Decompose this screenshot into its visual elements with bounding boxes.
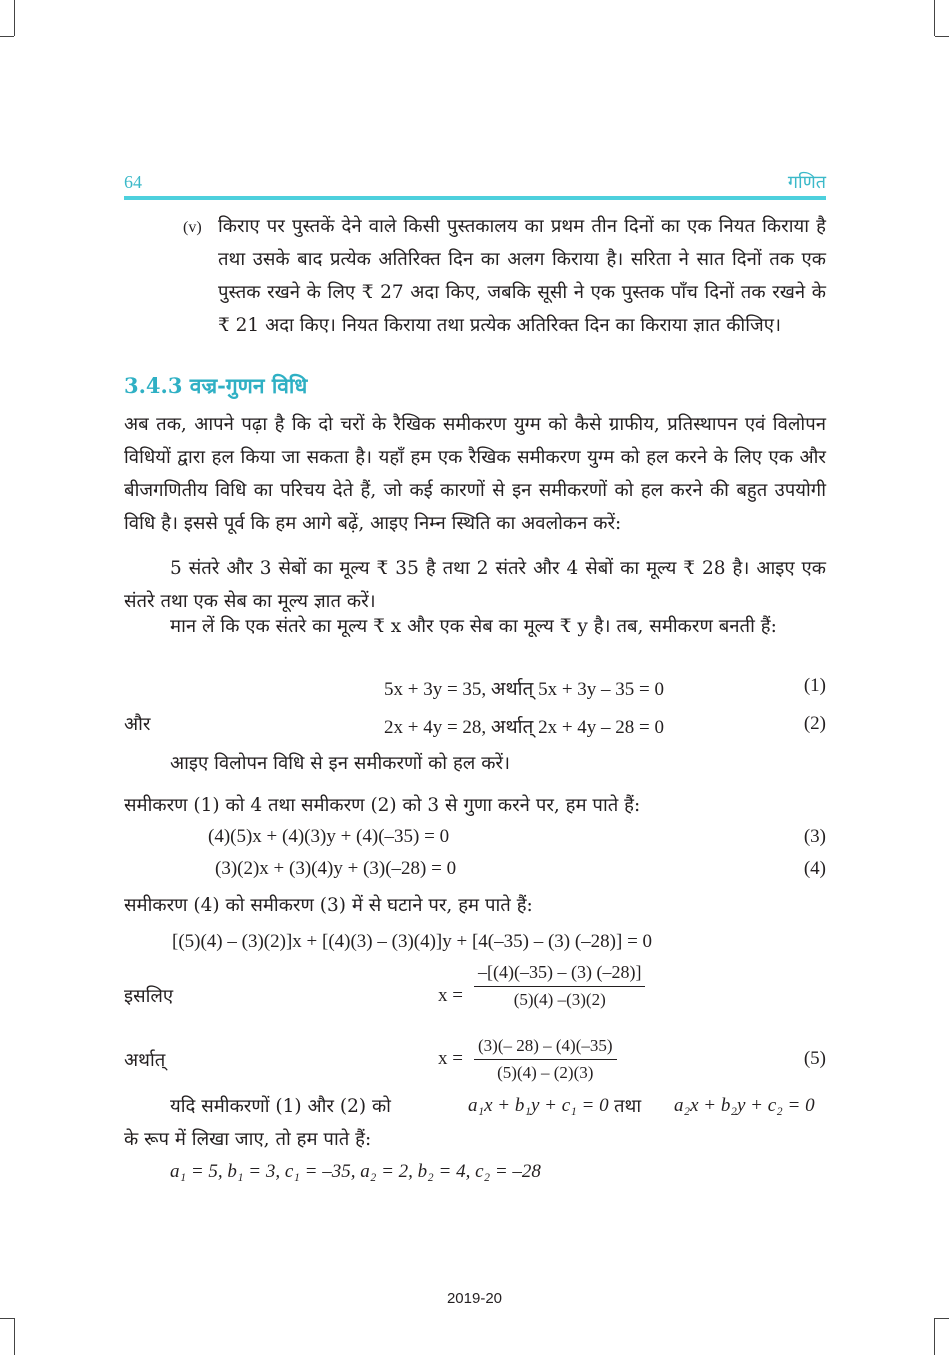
section-title: 3.4.3 वज्र-गुणन विधि (124, 373, 308, 398)
subtract-text: समीकरण (4) को समीकरण (3) में से घटाने पर, हम पाते हैं: (124, 895, 533, 916)
and-label: और (124, 714, 151, 735)
crop-mark-top-right (934, 0, 935, 36)
fraction-1-numerator: –[(4)(–35) – (3) (–28)] (474, 962, 645, 987)
general-text-b: के रूप में लिखा जाए, तो हम पाते हैं: (124, 1129, 372, 1150)
fraction-2 (474, 1036, 617, 1083)
fraction-1-denominator: (5)(4) –(3)(2) (513, 990, 606, 1009)
multiply-text: समीकरण (1) को 4 तथा समीकरण (2) को 3 से गुणा करने पर, हम पाते हैं: (124, 795, 641, 816)
intro-paragraph: अब तक, आपने पढ़ा है कि दो चरों के रैखिक समीकरण युग्म को कैसे ग्राफीय, प्रतिस्थापन एवं विलोपन विधियों द्वारा हल किया जा सकता है। यहाँ हम एक रैखिक समीकरण युग्म को हल करने के लिए एक और बीजगणितीय विधि का परिचय देते हैं, जो कई कारणों से इन समीकरणों को हल करने की बहुत उपयोगी विधि है। इससे पूर्व कि हम आगे बढ़ें, आइए निम्न स्थिति का अवलोकन करें: (124, 414, 826, 534)
fraction-2-numerator: (3)(– 28) – (4)(–35) (474, 1036, 617, 1060)
equation-2-number: (2) (803, 713, 826, 734)
equation-2: 2x + 4y = 28, अर्थात् 2x + 4y – 28 = 0 (384, 717, 665, 738)
fraction-2-denominator: (5)(4) – (2)(3) (497, 1063, 594, 1082)
crop-mark-top-left (14, 0, 15, 36)
therefore-label: इसलिए (124, 986, 174, 1007)
fraction-1 (474, 962, 645, 1010)
header-rule (124, 196, 826, 200)
equation-3: (4)(5)x + (4)(3)y + (4)(–35) = 0 (208, 826, 450, 847)
equation-3-number: (3) (803, 826, 826, 847)
solve-text: आइए विलोपन विधि से इन समीकरणों को हल करें। (170, 753, 511, 774)
ie-label: अर्थात् (124, 1050, 166, 1071)
general-equation-1: a₁x + b₁y + c₁ = 0 (468, 1095, 609, 1116)
exercise-text: किराए पर पुस्तकें देने वाले किसी पुस्तकालय का प्रथम तीन दिनों का एक नियत किराया है तथा उसके बाद प्रत्येक अतिरिक्त दिन का अलग किराया है। सरिता ने सात दिनों तक एक पुस्तक रखने के लिए ₹ 27 अदा किए, जबकि सूसी ने एक पुस्तक पाँच दिनों तक रखने के ₹ 21 अदा किए। नियत किराया तथा प्रत्येक अतिरिक्त दिन का किराया ज्ञात कीजिए। (218, 216, 826, 336)
crop-mark-bottom-right (934, 1318, 935, 1355)
crop-mark-bottom-right-h (935, 1318, 949, 1319)
equation-5-number: (5) (803, 1048, 826, 1069)
equation-4-number: (4) (803, 858, 826, 879)
footer-year: 2019-20 (446, 1290, 503, 1307)
crop-mark-top-left-h (0, 36, 14, 37)
crop-mark-top-right-h (935, 36, 949, 37)
situation-paragraph: 5 संतरे और 3 सेबों का मूल्य ₹ 35 है तथा 2 संतरे और 4 सेबों का मूल्य ₹ 28 है। आइए एक संतरे तथा एक सेब का मूल्य ज्ञात करें। (124, 558, 826, 612)
page-number: 64 (124, 172, 142, 192)
general-equation-2: a₂x + b₂y + c₂ = 0 (674, 1095, 815, 1116)
page-subject: गणित (787, 172, 826, 193)
x-equals-1: x = (438, 985, 463, 1006)
crop-mark-bottom-left (14, 1318, 15, 1355)
x-equals-2: x = (438, 1048, 463, 1069)
combined-equation: [(5)(4) – (3)(2)]x + [(4)(3) – (3)(4)]y + [4(–35) – (3) (–28)] = 0 (172, 931, 653, 952)
assumption-paragraph: मान लें कि एक संतरे का मूल्य ₹ x और एक सेब का मूल्य ₹ y है। तब, समीकरण बनती हैं: (170, 616, 777, 637)
coefficients: a₁ = 5, b₁ = 3, c₁ = –35, a₂ = 2, b₂ = 4, c₂ = –28 (170, 1161, 541, 1182)
general-mid: तथा (614, 1096, 642, 1117)
equation-1: 5x + 3y = 35, अर्थात् 5x + 3y – 35 = 0 (384, 679, 665, 700)
exercise-label: (v) (183, 219, 202, 236)
equation-1-number: (1) (803, 675, 826, 696)
equation-4: (3)(2)x + (3)(4)y + (3)(–28) = 0 (215, 858, 457, 879)
crop-mark-bottom-left-h (0, 1318, 14, 1319)
general-text-a: यदि समीकरणों (1) और (2) को (170, 1096, 391, 1117)
